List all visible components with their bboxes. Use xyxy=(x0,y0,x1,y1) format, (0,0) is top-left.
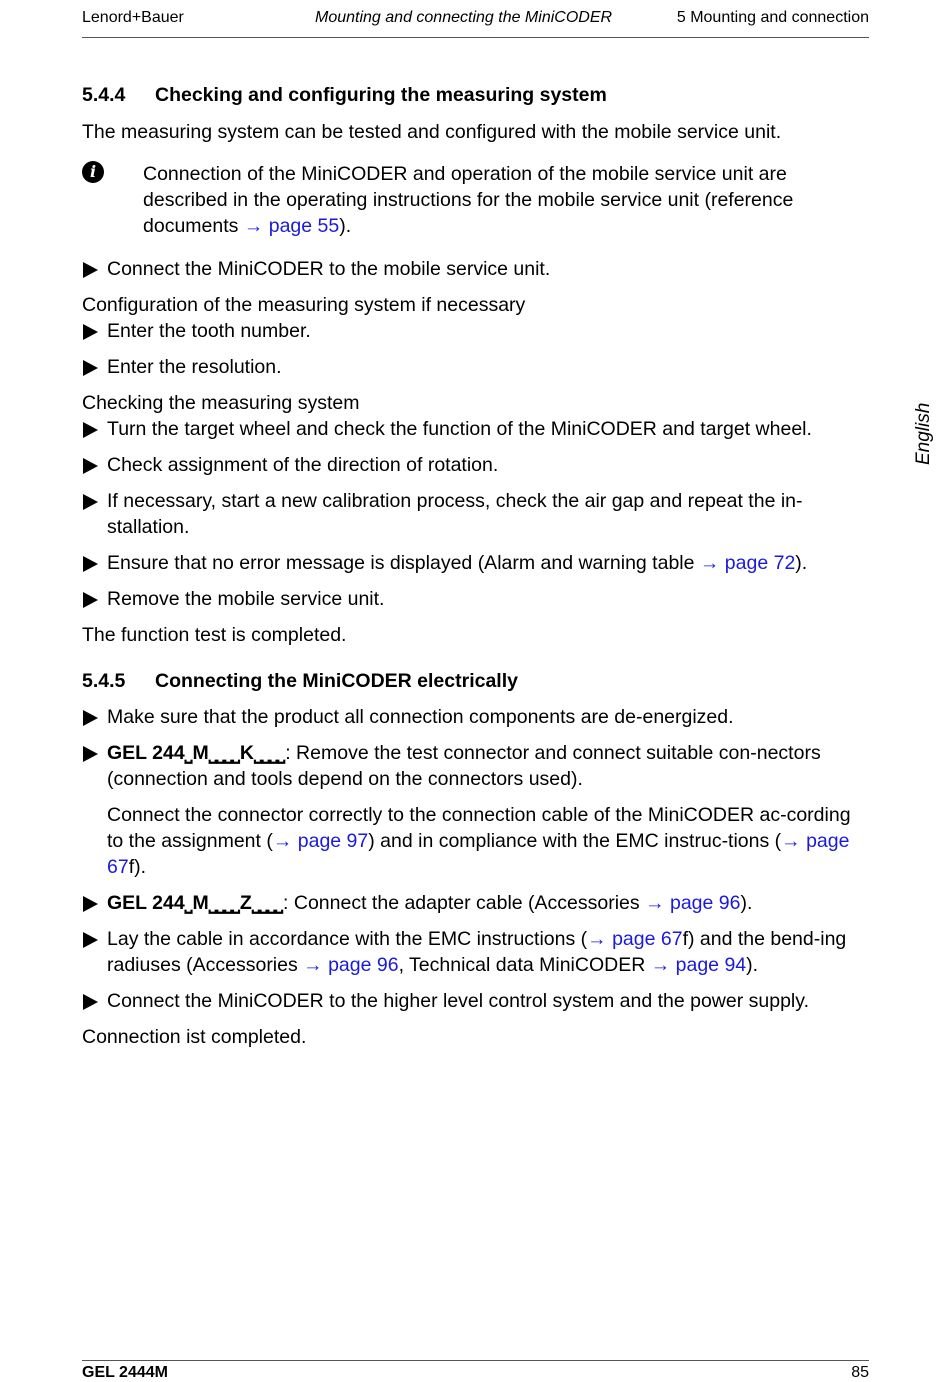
step-enter-resolution xyxy=(82,354,872,380)
step-arrow-icon xyxy=(83,422,98,438)
step-check-rotation xyxy=(82,452,872,478)
step-text: Check assignment of the direction of rotation. xyxy=(107,454,499,476)
function-test-completed: The function test is completed. xyxy=(82,624,347,646)
step-arrow-icon xyxy=(83,746,98,762)
step-text-end: ). xyxy=(795,552,808,574)
product-code-k: GEL 244⎵M⎵⎵⎵⎵K⎵⎵⎵⎵ xyxy=(107,742,286,764)
step-arrow-icon xyxy=(83,710,98,726)
step-text-end: ). xyxy=(746,954,759,976)
step-text: Make sure that the product all connection components are de-energized. xyxy=(107,706,734,728)
step-z-variant xyxy=(82,890,872,916)
step-arrow-icon xyxy=(83,458,98,474)
connection-completed: Connection ist completed. xyxy=(82,1026,307,1048)
check-heading: Checking the measuring system xyxy=(82,392,360,414)
step-arrow-icon xyxy=(83,994,98,1010)
header-company: Lenord+Bauer xyxy=(82,9,184,26)
link-page-67[interactable]: → page 67 xyxy=(107,830,850,878)
link-page-67[interactable]: → page 67 xyxy=(587,928,683,950)
page-content xyxy=(82,82,872,1050)
step-text: f) and the bend-ing radiuses (Accessories xyxy=(107,928,847,976)
info-note xyxy=(82,161,872,239)
step-text-end: ). xyxy=(740,892,753,914)
step-text: Lay the cable in accordance with the EMC instructions ( xyxy=(107,928,588,950)
info-icon: i xyxy=(82,161,104,183)
link-page-97[interactable]: → page 97 xyxy=(272,830,369,852)
step-remove-service-unit xyxy=(82,586,872,612)
step-no-error-message xyxy=(82,550,872,576)
page-number: 85 xyxy=(851,1364,869,1381)
step-arrow-icon xyxy=(83,556,98,572)
info-text-end: ). xyxy=(339,215,352,237)
section-heading-545 xyxy=(82,668,872,694)
page-footer xyxy=(82,1360,869,1382)
step-arrow-icon xyxy=(83,494,98,510)
link-page-94[interactable]: → page 94 xyxy=(650,954,747,976)
link-page-96[interactable]: → page 96 xyxy=(645,892,741,914)
product-code-z: GEL 244⎵M⎵⎵⎵⎵Z⎵⎵⎵⎵ xyxy=(107,892,284,914)
connector-instructions xyxy=(82,802,872,880)
link-page-96[interactable]: → page 96 xyxy=(303,954,399,976)
section-title: Connecting the MiniCODER electrically xyxy=(155,670,518,692)
step-arrow-icon xyxy=(83,896,98,912)
section-number: 5.4.4 xyxy=(82,84,126,106)
step-arrow-icon xyxy=(83,262,98,278)
section-heading-544 xyxy=(82,82,872,108)
step-text: Enter the resolution. xyxy=(107,356,282,378)
step-arrow-icon xyxy=(83,932,98,948)
step-text: Turn the target wheel and check the function of the MiniCODER and target wheel. xyxy=(107,418,812,440)
footer-product: GEL 2444M xyxy=(82,1364,168,1381)
link-page-55[interactable]: → page 55 xyxy=(243,215,340,237)
config-heading: Configuration of the measuring system if necessary xyxy=(82,294,526,316)
step-text: , Technical data MiniCODER xyxy=(398,954,651,976)
link-page-72[interactable]: → page 72 xyxy=(699,552,796,574)
page-header xyxy=(82,9,869,38)
section-number: 5.4.5 xyxy=(82,670,126,692)
step-turn-target-wheel xyxy=(82,416,872,442)
header-section: 5 Mounting and connection xyxy=(676,9,869,26)
step-arrow-icon xyxy=(83,324,98,340)
step-calibration xyxy=(82,488,872,540)
step-text: Remove the mobile service unit. xyxy=(107,588,385,610)
step-k-variant xyxy=(82,740,872,792)
step-connect-control-system xyxy=(82,988,872,1014)
step-text: Connect the MiniCODER to the mobile service unit. xyxy=(107,258,551,280)
step-text: Enter the tooth number. xyxy=(107,320,311,342)
para-text: f). xyxy=(128,856,147,878)
step-text: Ensure that no error message is displayed (Alarm and warning table xyxy=(107,552,700,574)
info-text: Connection of the MiniCODER and operation of the mobile service unit are described in the operating instructions for the mobile service unit (reference documents xyxy=(143,163,794,237)
step-de-energize xyxy=(82,704,872,730)
side-language-label: English xyxy=(913,402,934,465)
section-intro: The measuring system can be tested and configured with the mobile service unit. xyxy=(82,121,782,143)
step-text: : Connect the adapter cable (Accessories xyxy=(283,892,646,914)
step-text: Connect the MiniCODER to the higher level control system and the power supply. xyxy=(107,990,809,1012)
para-text: Connect the connector correctly to the connection cable of the MiniCODER ac-cording to the assignment ( xyxy=(107,804,851,852)
step-arrow-icon xyxy=(83,592,98,608)
step-lay-cable xyxy=(82,926,872,978)
step-enter-tooth-number xyxy=(82,318,872,344)
para-text: ) and in compliance with the EMC instruc-tions ( xyxy=(368,830,782,852)
section-title: Checking and configuring the measuring system xyxy=(155,84,607,106)
step-connect-service-unit xyxy=(82,256,872,282)
step-text: : Remove the test connector and connect suitable con-nectors (connection and tools depend on the connectors used). xyxy=(107,742,821,790)
step-text: If necessary, start a new calibration process, check the air gap and repeat the in-stallation. xyxy=(107,490,803,538)
header-chapter-title: Mounting and connecting the MiniCODER xyxy=(315,9,613,26)
step-arrow-icon xyxy=(83,360,98,376)
